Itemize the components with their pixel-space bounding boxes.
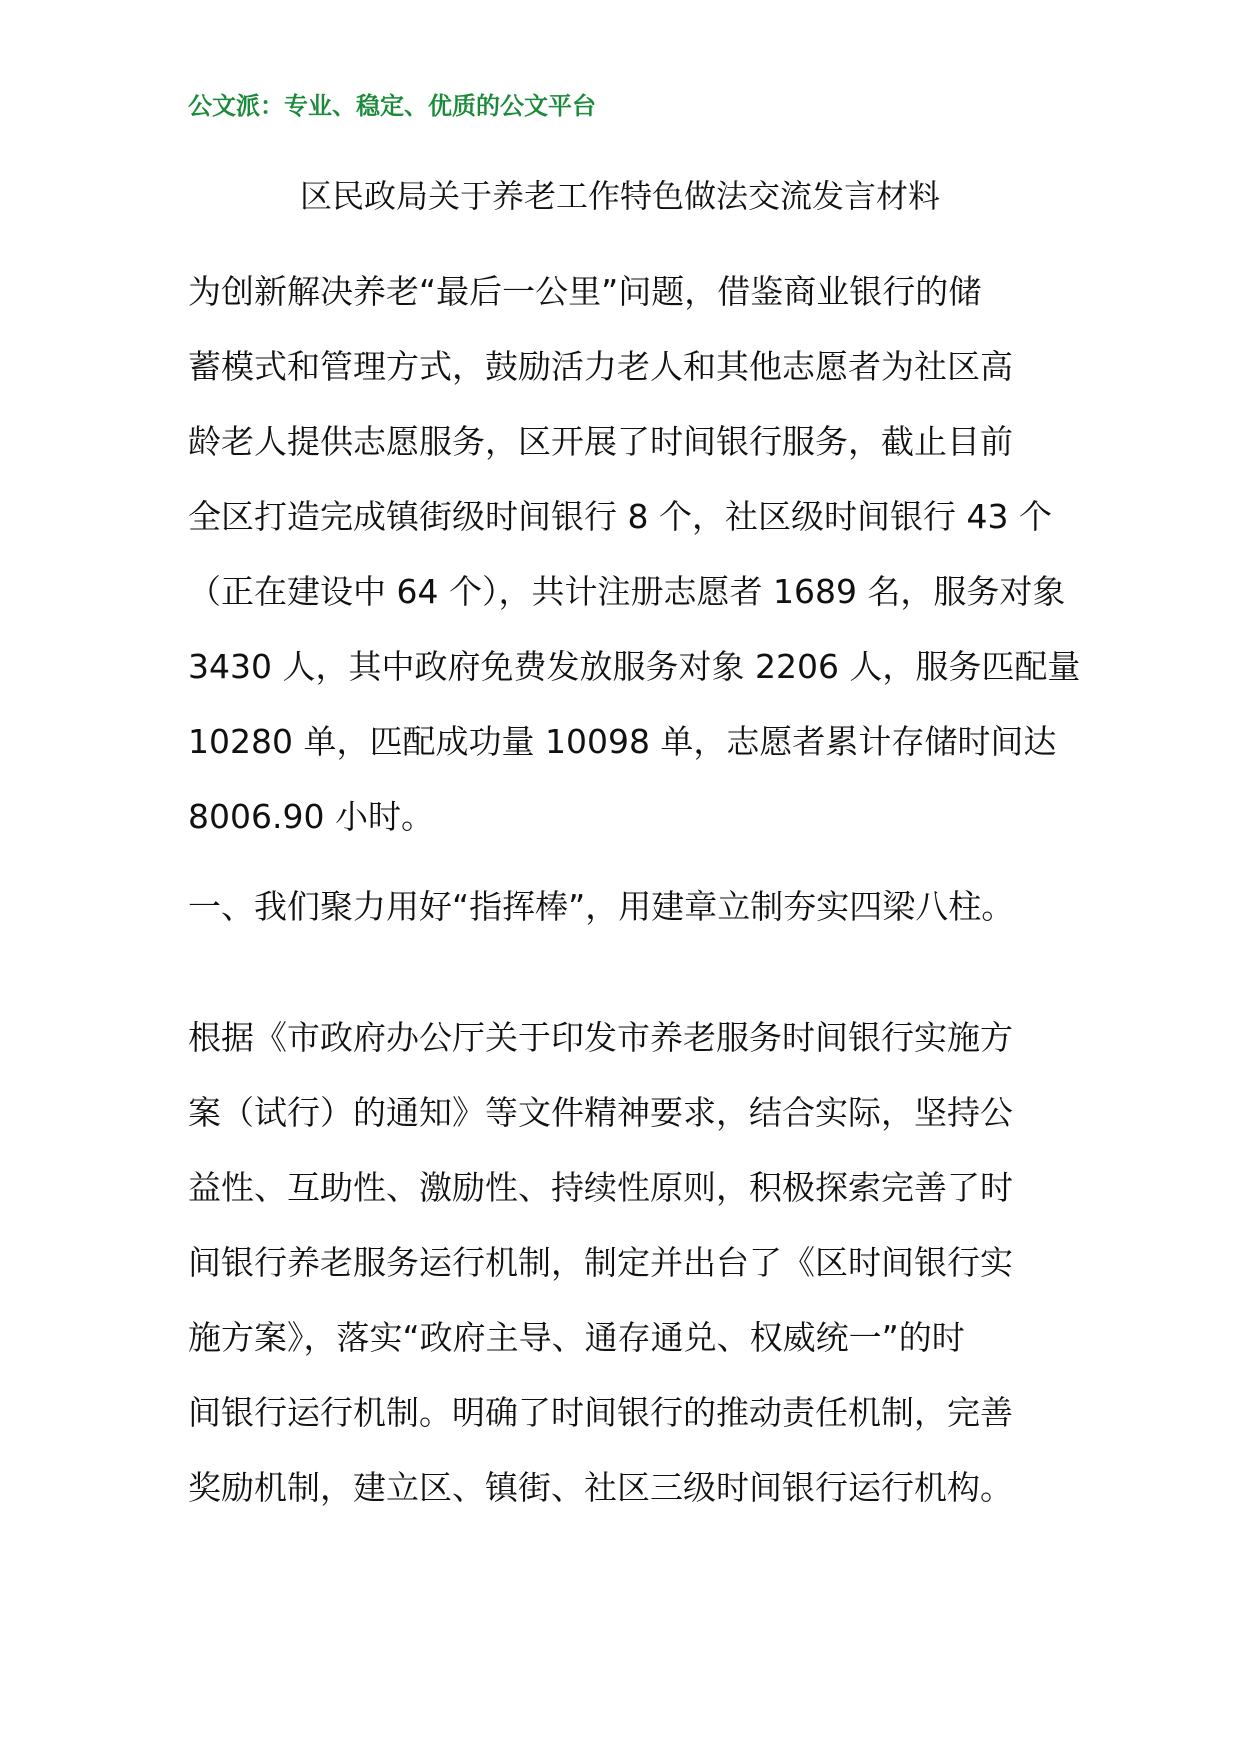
section-heading-text: 一、我们聚力用好“指挥棒”，用建章立制夯实四梁八柱。 [188,887,1015,926]
paragraph-line: 案（试行）的通知》等文件精神要求，结合实际，坚持公 [188,1093,1013,1132]
paragraph-line: 10280 单，匹配成功量 10098 单，志愿者累计存储时间达 [188,722,1057,761]
section-heading [188,869,1068,944]
paragraph-line: 施方案》，落实“政府主导、通存通兑、权威统一”的时 [188,1318,965,1357]
section-paragraph [188,1000,1068,1525]
paragraph-line: 全区打造完成镇街级时间银行 8 个，社区级时间银行 43 个 [188,497,1052,536]
paragraph-line: 蓄模式和管理方式，鼓励活力老人和其他志愿者为社区高 [188,347,1013,386]
paragraph-line: 8006.90 小时。 [188,797,434,836]
paragraph-line: 奖励机制，建立区、镇街、社区三级时间银行运行机构。 [188,1468,1013,1507]
intro-paragraph [188,254,1081,854]
paragraph-line: 根据《市政府办公厅关于印发市养老服务时间银行实施方 [188,1018,1013,1057]
paragraph-line: 龄老人提供志愿服务，区开展了时间银行服务，截止目前 [188,422,1013,461]
paragraph-line: 间银行运行机制。明确了时间银行的推动责任机制，完善 [188,1393,1013,1432]
site-header-banner: 公文派：专业、稳定、优质的公文平台 [188,92,596,120]
paragraph-line: （正在建设中 64 个），共计注册志愿者 1689 名，服务对象 [188,572,1066,611]
paragraph-line: 3430 人，其中政府免费发放服务对象 2206 人，服务匹配量 [188,647,1081,686]
paragraph-line: 间银行养老服务运行机制，制定并出台了《区时间银行实 [188,1243,1013,1282]
document-title: 区民政局关于养老工作特色做法交流发言材料 [299,177,940,215]
paragraph-line: 为创新解决养老“最后一公里”问题，借鉴商业银行的储 [188,272,982,311]
paragraph-line: 益性、互助性、激励性、持续性原则，积极探索完善了时 [188,1168,1013,1207]
